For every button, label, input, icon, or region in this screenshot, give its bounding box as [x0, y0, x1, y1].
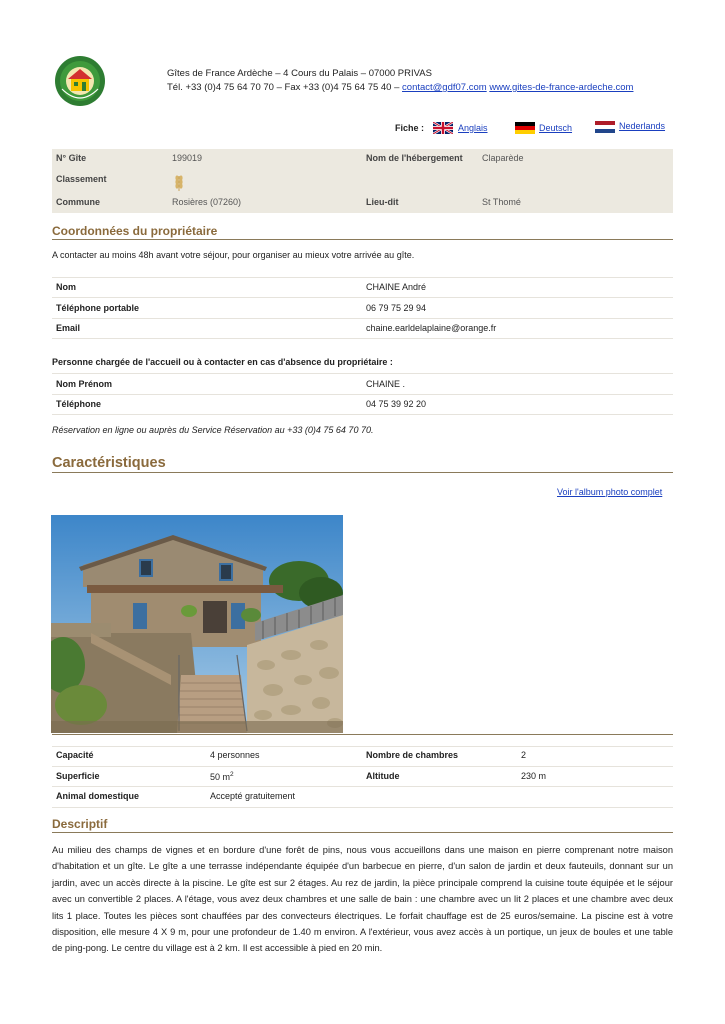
gite-photo[interactable] [51, 515, 343, 733]
row-divider [52, 318, 673, 319]
gite-number-label: N° Gîte [56, 153, 87, 163]
header-contact-line [167, 82, 633, 93]
descriptif-text: Au milieu des champs de vignes et en bordure d'une forêt de pins, nous vous accueillons dans une maison en pierre comprenant notre maison d'habitation et un gîte. Le gîte a une terrasse indépendante équipée d'un barbecue en pierre, d'un salon de jardin et deux fauteuils, donnant sur un jardin, avec un accès directe à la piscine. Le gîte est sur 2 étages. Au rez de jardin, la pièce principale comprend la cuisine toute équipée et le séjour avec un convertible 2 places. A l'étage, vous avez deux chambres et une salle de bain : une chambre avec un lit 2 places et une chambre avec deux lits 1 place. Toutes les pièces sont chauffées par des convecteurs électriques. Le forfait chauffage est de 25 euros/semaine. La piscine est à votre disposition, elle mesure 4 X 9 m, pour une profondeur de 1.40 m environ. A l'extérieur, vous avez accès à un portique, un jeux de boules et une table de ping-pong. Le centre du village est à 2 km. Il est accessible à pied en 20 min. [52, 845, 673, 954]
row-divider [52, 394, 673, 395]
capacity-label: Capacité [56, 750, 94, 760]
lang-deutsch-link[interactable]: Deutsch [539, 123, 573, 133]
surface-unit-exponent: 2 [230, 771, 234, 778]
descriptif-title: Descriptif [52, 817, 108, 831]
contact-name-label: Nom Prénom [56, 379, 113, 389]
characteristics-title: Caractéristiques [52, 455, 166, 471]
owner-name-label: Nom [56, 282, 76, 292]
uk-flag-icon [433, 122, 453, 134]
contact-person-title: Personne chargée de l'accueil ou à contacter en cas d'absence du propriétaire : [52, 357, 393, 367]
surface-value [210, 771, 234, 782]
capacity-value: 4 personnes [210, 750, 260, 760]
row-divider [52, 766, 673, 767]
owner-mobile-value: 06 79 75 29 94 [366, 303, 427, 313]
lieu-dit-value: St Thomé [482, 197, 521, 207]
row-divider [52, 373, 673, 374]
row-divider [52, 786, 673, 787]
lang-nederlands-link[interactable]: Nederlands [619, 121, 666, 131]
fiche-label: Fiche : [395, 123, 425, 133]
wheat-ear-icon [172, 173, 186, 193]
owner-email-value: chaine.earldelaplaine@orange.fr [366, 323, 497, 333]
surface-label: Superficie [56, 771, 100, 781]
contact-phone-label: Téléphone [56, 399, 102, 409]
germany-flag-icon [515, 122, 535, 134]
row-divider [52, 746, 673, 747]
descriptif-rule [52, 832, 673, 833]
reservation-note: Réservation en ligne ou auprès du Service Réservation au +33 (0)4 75 64 70 70. [52, 425, 374, 435]
altitude-value: 230 m [521, 771, 547, 781]
photo-bottom-rule [52, 734, 673, 735]
commune-value: Rosières (07260) [172, 197, 242, 207]
row-divider [52, 297, 673, 298]
lieu-dit-label: Lieu-dit [366, 197, 399, 207]
gite-name-label: Nom de l'hébergement [366, 153, 463, 163]
commune-label: Commune [56, 197, 101, 207]
lang-anglais-link[interactable]: Anglais [458, 123, 488, 133]
contact-email-link[interactable]: contact@gdf07.com [402, 82, 487, 93]
gites-de-france-logo [54, 55, 106, 107]
header-phone-fax: Tél. +33 (0)4 75 64 70 70 – Fax +33 (0)4 75 64 75 40 – [167, 82, 403, 93]
gite-info-box [52, 149, 673, 213]
pets-label: Animal domestique [56, 791, 140, 801]
pets-value: Accepté gratuitement [210, 791, 296, 801]
row-divider [52, 338, 673, 339]
bedrooms-value: 2 [521, 750, 527, 760]
row-divider [52, 414, 673, 415]
owner-section-rule [52, 239, 673, 240]
website-link[interactable]: www.gites-de-france-ardeche.com [489, 82, 634, 93]
header-address: Gîtes de France Ardèche – 4 Cours du Palais – 07000 PRIVAS [167, 68, 432, 79]
row-divider [52, 277, 673, 278]
row-divider [52, 807, 673, 808]
contact-name-value: CHAINE . [366, 379, 406, 389]
netherlands-flag-icon [595, 121, 615, 133]
altitude-label: Altitude [366, 771, 400, 781]
owner-section-title: Coordonnées du propriétaire [52, 224, 218, 238]
owner-name-value: CHAINE André [366, 282, 427, 292]
characteristics-rule [52, 472, 673, 473]
classement-label: Classement [56, 174, 107, 184]
bedrooms-label: Nombre de chambres [366, 750, 459, 760]
surface-amount: 50 m [210, 772, 231, 782]
gite-name-value: Claparède [482, 153, 524, 163]
photo-album-link[interactable]: Voir l'album photo complet [557, 487, 663, 497]
owner-intro: A contacter au moins 48h avant votre séjour, pour organiser au mieux votre arrivée au gîte. [52, 250, 415, 260]
gite-number-value: 199019 [172, 153, 203, 163]
owner-mobile-label: Téléphone portable [56, 303, 140, 313]
contact-phone-value: 04 75 39 92 20 [366, 399, 427, 409]
owner-email-label: Email [56, 323, 81, 333]
